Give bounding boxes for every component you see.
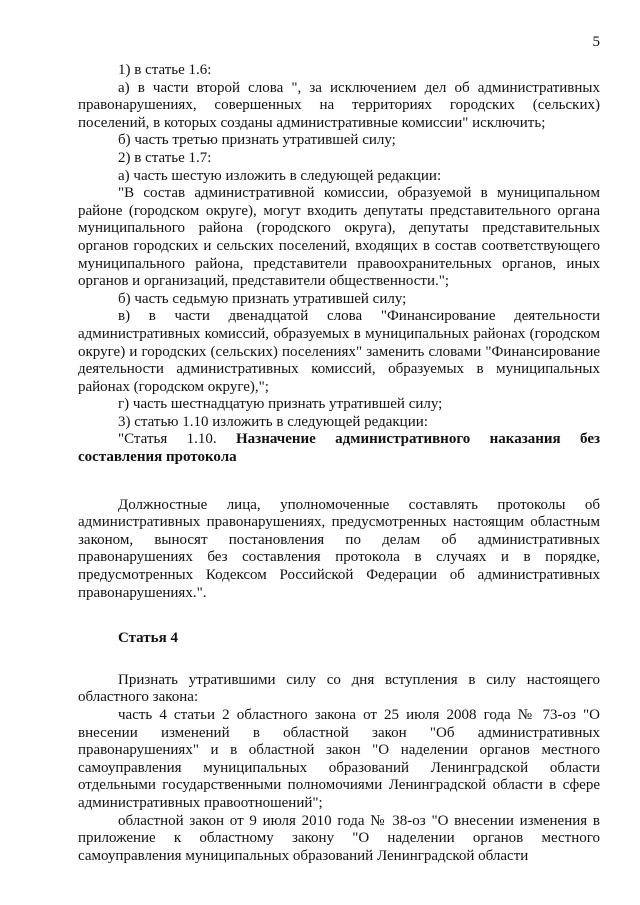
article-title-bold: Назначение административного наказания без составления протокола [78, 431, 601, 466]
paragraph-item-2b: б) часть седьмую признать утратившей силу; [118, 290, 407, 307]
paragraph-item-2v: в) в части двенадцатой слова "Финансирование деятельности административных комиссий, образуемых в муниципальных районах (городском округе) и городских (сельских) поселениях" заменить словами "Финансирование деятельности административных комиссий, образуемых в муниципальных районах (городском округе),"; [78, 308, 600, 395]
paragraph-item-2g: г) часть шестнадцатую признать утратившей силу; [118, 396, 443, 413]
paragraph-item-1: 1) в статье 1.6: [118, 62, 212, 78]
document-body [78, 62, 600, 865]
article-prefix: "Статья 1.10. [118, 431, 236, 448]
paragraph-item-1a: а) в части второй слова ", за исключением дел об административных правонарушениях, совершенных на территориях городских (сельских) поселений, в которых созданы административные комиссии" исключить; [78, 79, 600, 131]
paragraph-article-body: Должностные лица, уполномоченные составлять протоколы об административных правонарушениях, предусмотренных настоящим областным законом, выносят постановления по делам об административных правонарушениях без составления протокола в случаях и в порядке, предусмотренных Кодексом Российской Федерации об административных правонарушениях.". [78, 496, 600, 601]
page-number: 5 [592, 34, 600, 50]
paragraph-item-3: 3) статью 1.10 изложить в следующей редакции: [118, 413, 428, 430]
paragraph-quote-1: "В состав административной комиссии, образуемой в муниципальном районе (городском округе), могут входить депутаты представительного органа муниципального района (городского округа), депутаты представительных органов городских и сельских поселений, входящих в состав соответствующего муниципального района, представители правоохранительных органов, иных органов и организаций, представители общественности."; [78, 185, 600, 290]
section-heading: Статья 4 [118, 630, 178, 647]
paragraph-item-1b: б) часть третью признать утратившей силу; [118, 132, 396, 149]
paragraph-article-title [78, 431, 600, 466]
paragraph-repeal-2: областной закон от 9 июля 2010 года № 38-оз "О внесении изменения в приложение к областному закону "О наделении органов местного самоуправления муниципальных образований Ленинградской области [78, 812, 600, 864]
paragraph-repeal-1: часть 4 статьи 2 областного закона от 25 июля 2008 года № 73-оз "О внесении изменений в областной закон "Об административных правонарушениях" и в областной закон "О наделении органов местного самоуправления муниципальных образований Ленинградской области отдельными государственными полномочиями Ленинградской области в сфере административных правоотношений"; [78, 707, 600, 811]
paragraph-item-2a: а) часть шестую изложить в следующей редакции: [118, 167, 442, 184]
paragraph-intro: Признать утратившими силу со дня вступления в силу настоящего областного закона: [78, 671, 600, 706]
paragraph-item-2: 2) в статье 1.7: [118, 149, 212, 166]
